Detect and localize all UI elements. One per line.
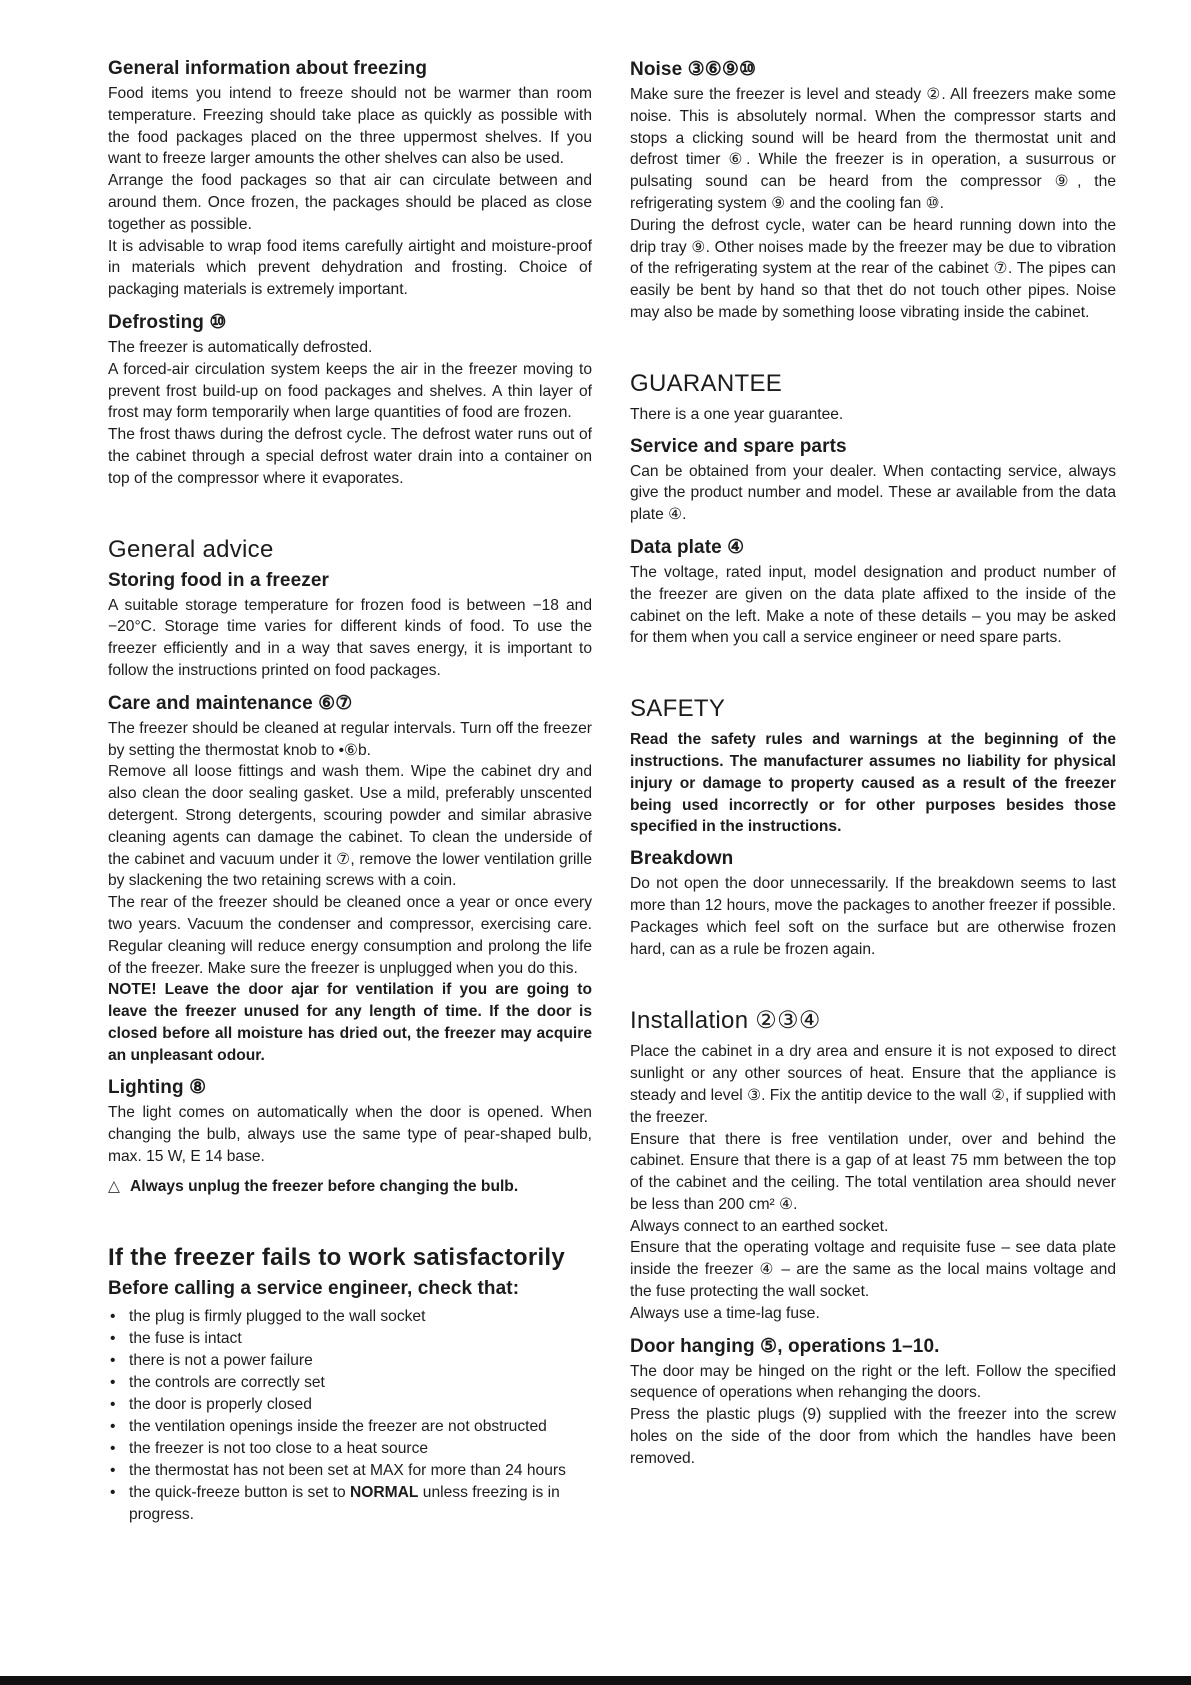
- list-item: • there is not a power failure: [108, 1350, 592, 1372]
- care-note: NOTE! Leave the door ajar for ventilation if you are going to leave the freezer unused for any length of time. If the door is closed before all moisture has dried out, the freezer may acquire an unpleasant odour.: [108, 981, 592, 1064]
- lighting-warning: [108, 1176, 592, 1198]
- care-paragraph: The freezer should be cleaned at regular intervals. Turn off the freezer by setting the thermostat knob to •⑥b.: [108, 719, 592, 759]
- list-item: • the ventilation openings inside the freezer are not obstructed: [108, 1416, 592, 1438]
- fails-heading: If the freezer fails to work satisfactorily: [108, 1243, 566, 1271]
- safety-text: Read the safety rules and warnings at the beginning of the instructions. The manufacturer assumes no liability for physical injury or damage to property caused as a result of the freezer being used incorrectly or for other purposes besides those specified in the instructions.: [630, 731, 1116, 836]
- noise-heading: Noise ③⑥⑨⑩: [630, 59, 757, 80]
- defrosting-paragraph: The freezer is automatically defrosted.: [108, 338, 373, 356]
- door-hanging-heading: Door hanging ⑤, operations 1–10.: [630, 1335, 940, 1357]
- data-plate-heading: Data plate ④: [630, 536, 745, 558]
- list-item: • the controls are correctly set: [108, 1372, 592, 1394]
- freezing-info-paragraph: It is advisable to wrap food items carefully airtight and moisture-proof in materials which prevent dehydration and frosting. Choice of packaging materials is extremely important.: [108, 237, 592, 299]
- noise-paragraph: Make sure the freezer is level and steady ②. All freezers make some noise. This is absolutely normal. When the compressor starts and stops a clicking sound will be heard from the thermostat unit and defrost timer ⑥. While the freezer is in operation, a susurrous or pulsating sound can be heard from the compressor ⑨, the refrigerating system ⑨ and the cooling fan ⑩.: [630, 86, 1116, 212]
- freezing-info-paragraph: Arrange the food packages so that air can circulate between and around them. Once frozen, the packages should be placed as close together as possible.: [108, 172, 592, 233]
- list-item-text: the quick-freeze button is set to: [129, 1483, 351, 1501]
- defrosting-paragraph: The frost thaws during the defrost cycle. The defrost water runs out of the cabinet through a special defrost water drain into a container on top of the compressor where it evaporates.: [108, 426, 592, 487]
- storing-food-heading: Storing food in a freezer: [108, 569, 330, 591]
- list-item: • the door is properly closed: [108, 1394, 592, 1416]
- door-hanging-paragraph: The door may be hinged on the right or the left. Follow the specified sequence of operations when rehanging the doors.: [630, 1362, 1116, 1402]
- general-advice-heading: General advice: [108, 535, 274, 563]
- list-item-bold: NORMAL: [350, 1483, 419, 1501]
- list-item: [108, 1482, 592, 1526]
- list-item: • the fuse is intact: [108, 1328, 592, 1350]
- guarantee-heading: GUARANTEE: [630, 369, 783, 397]
- list-item-text: unless freezing is in progress.: [129, 1483, 560, 1523]
- breakdown-heading: Breakdown: [630, 848, 734, 870]
- care-paragraph: The rear of the freezer should be cleaned once a year or once every two years. Vacuum the condenser and compressor, exercising care. Regular cleaning will reduce energy consumption and prolong the life of the freezer. Make sure the freezer is unplugged when you do this.: [108, 894, 592, 977]
- care-paragraph: Remove all loose fittings and wash them. Wipe the cabinet dry and also clean the door sealing gasket. Use a mild, preferably unscented detergent. Strong detergents, scouring powder and similar abrasive cleaning agents can damage the cabinet. To clean the underside of the cabinet and vacuum under it ⑦, remove the lower ventilation grille by slackening the two retaining screws with a coin.: [108, 763, 592, 890]
- breakdown-text: Do not open the door unnecessarily. If the breakdown seems to last more than 12 hours, move the packages to another freezer if possible. Packages which feel soft on the surface but are otherwise frozen hard, can as a rule be frozen again.: [630, 875, 1116, 958]
- warning-triangle-icon: △: [108, 1177, 120, 1195]
- lighting-text: The light comes on automatically when the door is opened. When changing the bulb, always use the same type of pear-shaped bulb, max. 15 W, E 14 base.: [108, 1104, 592, 1166]
- installation-heading: Installation ②③④: [630, 1007, 821, 1035]
- freezing-info-heading: General information about freezing: [108, 58, 428, 79]
- guarantee-text: There is a one year guarantee.: [630, 405, 844, 423]
- freezing-info-paragraph: Food items you intend to freeze should not be warmer than room temperature. Freezing should take place as quickly as possible with the food packages placed on the three uppermost shelves. If you want to freeze larger amounts the other shelves can also be used.: [108, 85, 592, 168]
- right-column: [630, 58, 1116, 1470]
- data-plate-text: The voltage, rated input, model designation and product number of the freezer are given on the data plate affixed to the inside of the cabinet on the left. Make a note of these details – you may be asked for them when you call a service engineer or need spare parts.: [630, 563, 1116, 647]
- service-text: Can be obtained from your dealer. When contacting service, always give the product number and model. These ar available from the data plate ④.: [630, 462, 1116, 524]
- service-heading: Service and spare parts: [630, 435, 847, 457]
- door-hanging-paragraph: Press the plastic plugs (9) supplied with the freezer into the screw holes on the side of the door from which the handles have been removed.: [630, 1406, 1116, 1467]
- list-item: • the plug is firmly plugged to the wall socket: [108, 1306, 592, 1328]
- checklist: [108, 1306, 592, 1526]
- care-maintenance-heading: Care and maintenance ⑥⑦: [108, 692, 353, 714]
- defrosting-paragraph: A forced-air circulation system keeps the air in the freezer moving to prevent frost build-up on food packages and shelves. A thin layer of frost may form temporarily when large quantities of food are frozen.: [108, 360, 592, 422]
- storing-food-text: A suitable storage temperature for frozen food is between −18 and −20°C. Storage time varies for different kinds of food. To use the freezer efficiently and in a way that saves energy, it is important to follow the instructions printed on food packages.: [108, 596, 592, 679]
- installation-paragraph: Always use a time-lag fuse.: [630, 1304, 820, 1322]
- page-bottom-rule: [0, 1676, 1191, 1685]
- installation-paragraph: Place the cabinet in a dry area and ensure it is not exposed to direct sunlight or any other sources of heat. Ensure that the appliance is steady and level ③. Fix the antitip device to the wall ②, if supplied with the freezer.: [630, 1043, 1116, 1126]
- lighting-warning-text: Always unplug the freezer before changing the bulb.: [130, 1177, 519, 1195]
- installation-paragraph: Always connect to an earthed socket.: [630, 1217, 889, 1235]
- installation-paragraph: Ensure that there is free ventilation under, over and behind the cabinet. Ensure that there is a gap of at least 75 mm between the top of the cabinet and the ceiling. The total ventilation area should never be less than 200 cm² ④.: [630, 1130, 1116, 1213]
- safety-heading: SAFETY: [630, 695, 726, 723]
- list-item: • the freezer is not too close to a heat source: [108, 1438, 592, 1460]
- noise-paragraph: During the defrost cycle, water can be heard running down into the drip tray ⑨. Other noises made by the freezer may be due to vibration of the refrigerating system at the rear of the cabinet ⑦. The pipes can easily be bent by hand so that thet do not touch other pipes. Noise may also be made by something loose vibrating inside the cabinet.: [630, 216, 1116, 321]
- fails-subheading: Before calling a service engineer, check that:: [108, 1277, 520, 1299]
- left-column: [108, 58, 592, 1526]
- list-item: • the thermostat has not been set at MAX for more than 24 hours: [108, 1460, 592, 1482]
- lighting-heading: Lighting ⑧: [108, 1077, 207, 1099]
- installation-paragraph: Ensure that the operating voltage and requisite fuse – see data plate inside the freezer ④ – are the same as the local mains voltage and the fuse protecting the wall socket.: [630, 1239, 1116, 1301]
- defrosting-heading: Defrosting ⑩: [108, 311, 227, 333]
